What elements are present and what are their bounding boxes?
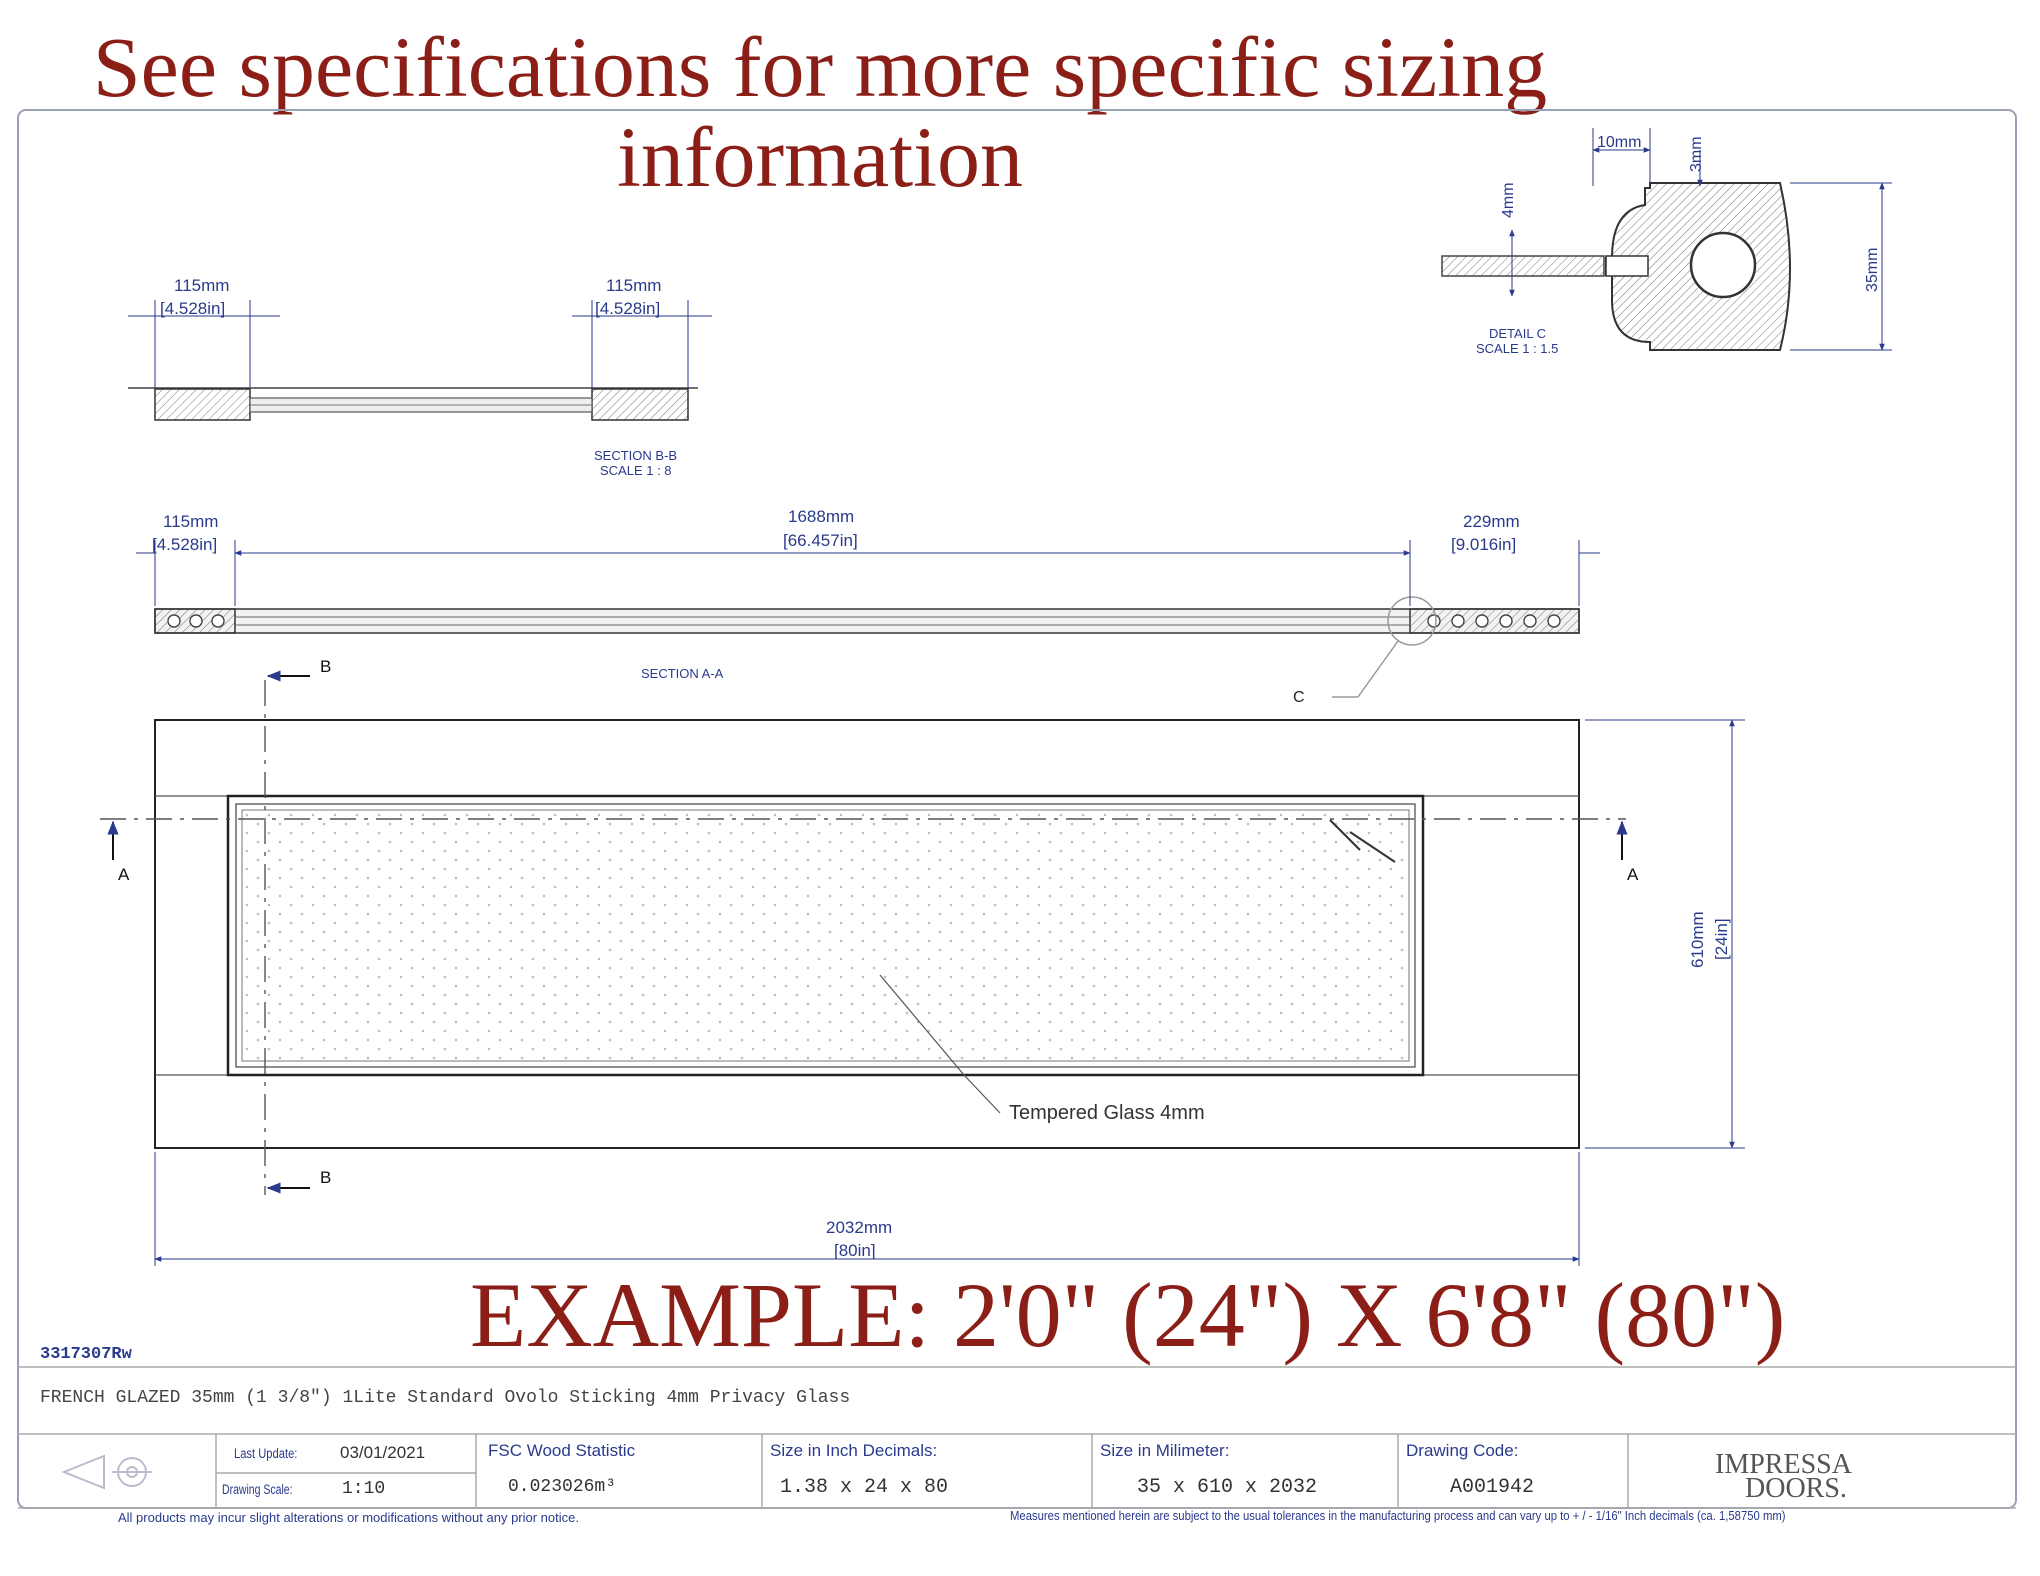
last-update-value: 03/01/2021	[340, 1443, 426, 1462]
privacy-glass	[242, 810, 1409, 1061]
drawing-scale-value: 1:10	[342, 1479, 386, 1499]
drawing-code-value: A001942	[1450, 1476, 1535, 1499]
height-dim-in: [24in]	[1712, 918, 1731, 960]
brand-logo-line-1: IMPRESSA	[1715, 1449, 1852, 1480]
section-bb-scale: SCALE 1 : 8	[600, 463, 672, 478]
detail-c-dim-10: 10mm	[1597, 134, 1642, 151]
section-b-label-bottom: B	[320, 1168, 332, 1187]
fsc-value: 0.023026m³	[508, 1477, 617, 1497]
section-aa-callout-leader-2	[1358, 641, 1398, 697]
banner-title-line-1: See specifications for more specific sizing	[92, 19, 1548, 115]
fsc-label: FSC Wood Statistic	[488, 1441, 636, 1460]
section-aa-right-mm: 229mm	[1463, 512, 1520, 531]
detail-c	[1442, 128, 1892, 356]
title-block	[18, 1345, 2016, 1525]
mm-value: 35 x 610 x 2032	[1137, 1476, 1318, 1499]
last-update-label: Last Update:	[234, 1445, 298, 1462]
height-dim-mm: 610mm	[1688, 911, 1707, 968]
dowel-hole	[168, 615, 180, 627]
projection-symbol-icon	[64, 1456, 152, 1488]
section-aa-center-mm: 1688mm	[788, 507, 855, 526]
inch-value: 1.38 x 24 x 80	[780, 1476, 949, 1499]
section-b-b	[128, 276, 712, 478]
dowel-hole	[190, 615, 202, 627]
detail-c-glass	[1442, 256, 1604, 276]
section-aa-title: SECTION A-A	[641, 666, 724, 681]
detail-c-dim-4: 4mm	[1500, 182, 1517, 218]
section-bb-left-stile	[155, 389, 250, 420]
detail-c-title: DETAIL C	[1489, 326, 1547, 341]
dowel-hole	[1548, 615, 1560, 627]
section-aa-bar	[155, 609, 1579, 633]
detail-c-glass-slot	[1606, 256, 1648, 276]
footnote-left: All products may incur slight alterations or modifications without any prior notice.	[118, 1510, 579, 1525]
section-aa-right-in: [9.016in]	[1451, 535, 1517, 554]
dowel-hole	[1524, 615, 1536, 627]
detail-c-scale: SCALE 1 : 1.5	[1476, 341, 1559, 356]
section-a-label-left: A	[118, 865, 130, 884]
section-aa-left-mm: 115mm	[163, 512, 219, 531]
section-a-label-right: A	[1627, 865, 1639, 884]
door-elevation	[100, 657, 1745, 1266]
dowel-hole	[1452, 615, 1464, 627]
inch-label: Size in Inch Decimals:	[770, 1441, 938, 1460]
detail-c-dim-3: 3mm	[1688, 136, 1705, 172]
section-bb-left-mm: 115mm	[174, 276, 230, 295]
detail-c-dowel-hole	[1691, 233, 1755, 297]
section-bb-title: SECTION B-B	[594, 448, 678, 463]
dowel-hole	[212, 615, 224, 627]
section-a-a	[136, 507, 1600, 706]
section-bb-right-stile	[592, 389, 688, 420]
footnote-right: Measures mentioned herein are subject to the usual tolerances in the manufacturing process and can vary up to + / - 1/16" Inch decimals (ca. 1,58750 mm)	[1010, 1508, 1786, 1524]
section-bb-right-in: [4.528in]	[595, 299, 661, 318]
drawing-description: FRENCH GLAZED 35mm (1 3/8") 1Lite Standard Ovolo Sticking 4mm Privacy Glass	[40, 1388, 851, 1408]
glass-label: Tempered Glass 4mm	[1009, 1102, 1205, 1124]
example-size-caption: EXAMPLE: 2'0" (24") X 6'8" (80")	[470, 1264, 1786, 1366]
section-b-label-top: B	[320, 657, 332, 676]
dowel-hole	[1500, 615, 1512, 627]
section-bb-left-in: [4.528in]	[160, 299, 226, 318]
drawing-scale-label: Drawing Scale:	[222, 1481, 293, 1498]
detail-c-dim-35: 35mm	[1864, 247, 1881, 292]
section-aa-left-in: [4.528in]	[152, 535, 218, 554]
part-number: 3317307Rw	[40, 1345, 132, 1364]
mm-label: Size in Milimeter:	[1100, 1441, 1230, 1460]
dowel-hole	[1428, 615, 1440, 627]
width-dim-in: [80in]	[834, 1241, 876, 1260]
banner-title-line-2: information	[616, 109, 1024, 205]
section-aa-callout-c: C	[1293, 689, 1305, 706]
section-aa-center-in: [66.457in]	[783, 531, 858, 550]
drawing-code-label: Drawing Code:	[1406, 1441, 1519, 1460]
dowel-hole	[1476, 615, 1488, 627]
width-dim-mm: 2032mm	[826, 1218, 893, 1237]
section-bb-right-mm: 115mm	[606, 276, 662, 295]
brand-logo-line-2: DOORS.	[1745, 1473, 1847, 1504]
